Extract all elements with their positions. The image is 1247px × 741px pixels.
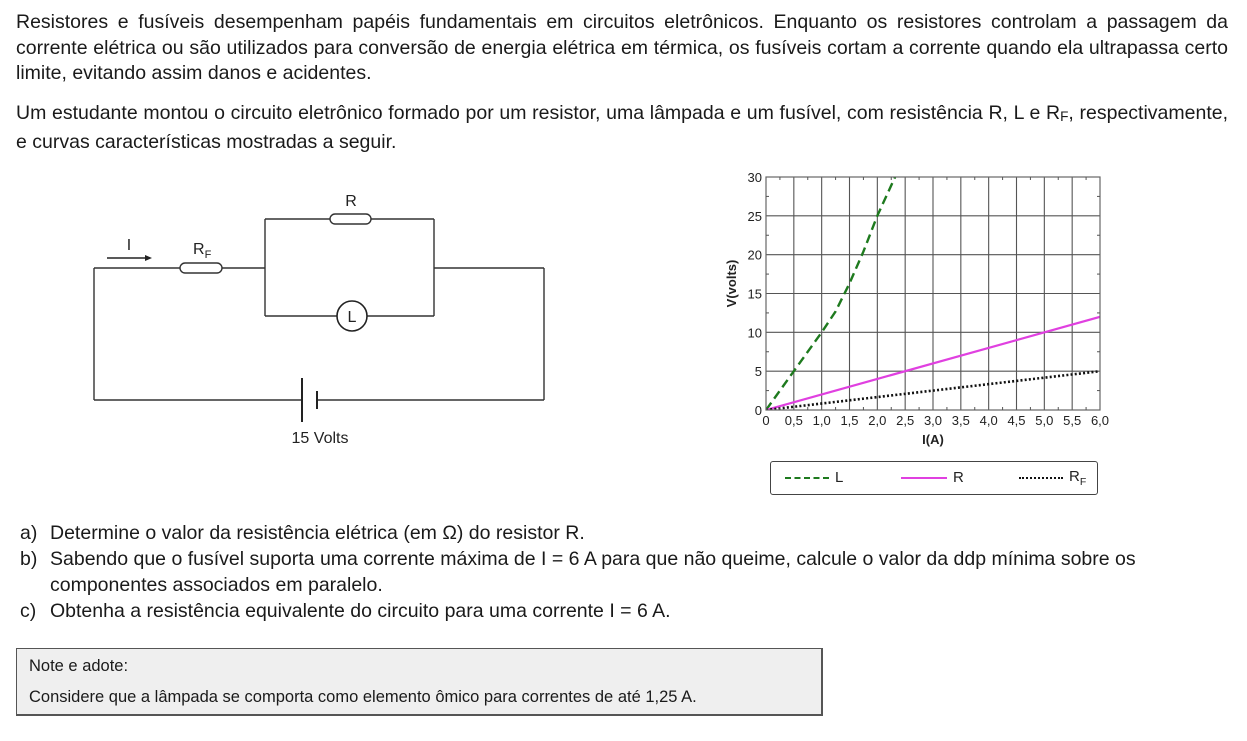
x-tick-label: 2,0	[868, 413, 887, 428]
question-c	[20, 598, 1235, 624]
y-tick-label: 30	[747, 170, 762, 185]
chart-ticks	[748, 170, 1110, 428]
current-label: I	[126, 237, 132, 254]
question-a-label: a)	[20, 522, 38, 544]
x-tick-label: 5,5	[1063, 413, 1082, 428]
circuit-diagram	[80, 180, 560, 460]
resistor-symbol	[330, 214, 371, 224]
fuse-label-main: R	[193, 241, 205, 258]
x-tick-label: 6,0	[1090, 413, 1110, 428]
x-tick-label: 5,0	[1035, 413, 1054, 428]
fuse-symbol	[180, 263, 222, 273]
question-b-label: b)	[20, 548, 38, 570]
legend-item-l	[785, 462, 843, 493]
intro-paragraph-2-sub: F	[1060, 109, 1069, 125]
y-axis-label: V(volts)	[724, 259, 739, 308]
question-c-label: c)	[20, 600, 37, 622]
x-tick-label: 1,0	[812, 413, 831, 428]
legend-label-rf	[1069, 468, 1086, 488]
legend-label-r: R	[953, 469, 964, 486]
vi-chart	[720, 160, 1130, 460]
note-box	[16, 648, 823, 716]
fuse-label-sub: F	[204, 249, 212, 261]
legend-label-l: L	[835, 469, 844, 486]
y-tick-label: 5	[754, 364, 762, 380]
question-b	[20, 546, 1235, 598]
lamp-label: L	[347, 309, 357, 326]
current-arrow-head	[145, 255, 152, 261]
x-tick-label: 3,5	[951, 413, 970, 428]
intro-paragraph-2-tail: , respectivamente, e curvas características mostradas a seguir.	[16, 102, 1228, 153]
x-tick-label: 0,5	[784, 413, 803, 428]
intro-paragraph-2-main: Um estudante montou o circuito eletrônico formado por um resistor, uma lâmpada e um fusível, com resistência R, L e R	[16, 102, 1061, 124]
chart-grid	[766, 177, 1100, 410]
x-tick-label: 2,5	[896, 413, 915, 428]
x-axis-label: I(A)	[922, 432, 944, 447]
y-tick-label: 25	[747, 208, 762, 224]
x-tick-label: 4,0	[979, 413, 998, 428]
chart-legend	[770, 461, 1098, 495]
x-tick-label: 1,5	[840, 413, 859, 428]
legend-item-r	[901, 462, 964, 493]
legend-label-rf-sub: F	[1079, 475, 1087, 488]
fuse-label	[193, 241, 212, 261]
resistor-label: R	[345, 193, 357, 210]
question-c-text: Obtenha a resistência equivalente do circuito para uma corrente I = 6 A.	[50, 600, 671, 622]
question-a-text: Determine o valor da resistência elétrica (em Ω) do resistor R.	[50, 522, 585, 544]
intro-paragraph-1: Resistores e fusíveis desempenham papéis fundamentais em circuitos eletrônicos. Enquanto os resistores controlam a passagem da corrente elétrica ou são utilizados para conversão de energia elétrica em térmica, os fusíveis cortam a corrente quando ela ultrapassa certo limite, evitando assim danos e acidentes.	[16, 11, 1228, 84]
questions-list	[20, 520, 1235, 624]
battery-label: 15 Volts	[291, 430, 349, 447]
question-a	[20, 520, 1235, 546]
note-title: Note e adote:	[29, 657, 129, 675]
x-tick-label: 3,0	[923, 413, 943, 428]
legend-swatch-dotted	[1019, 477, 1063, 479]
legend-label-rf-main: R	[1069, 467, 1080, 485]
x-tick-label: 4,5	[1007, 413, 1026, 428]
y-tick-label: 15	[747, 286, 762, 302]
x-tick-label: 0	[762, 413, 770, 428]
legend-swatch-solid	[901, 477, 947, 479]
y-tick-label: 0	[754, 403, 762, 418]
intro-paragraph-2	[16, 101, 1228, 155]
y-tick-label: 10	[747, 325, 762, 341]
question-b-text: Sabendo que o fusível suporta uma corrente máxima de I = 6 A para que não queime, calcule o valor da ddp mínima sobre os componentes associados em paralelo.	[50, 548, 1136, 596]
legend-swatch-dashed	[785, 477, 829, 479]
note-body: Considere que a lâmpada se comporta como elemento ômico para correntes de até 1,25 A.	[29, 688, 697, 706]
y-tick-label: 20	[747, 247, 762, 263]
legend-item-rf	[1019, 462, 1086, 493]
